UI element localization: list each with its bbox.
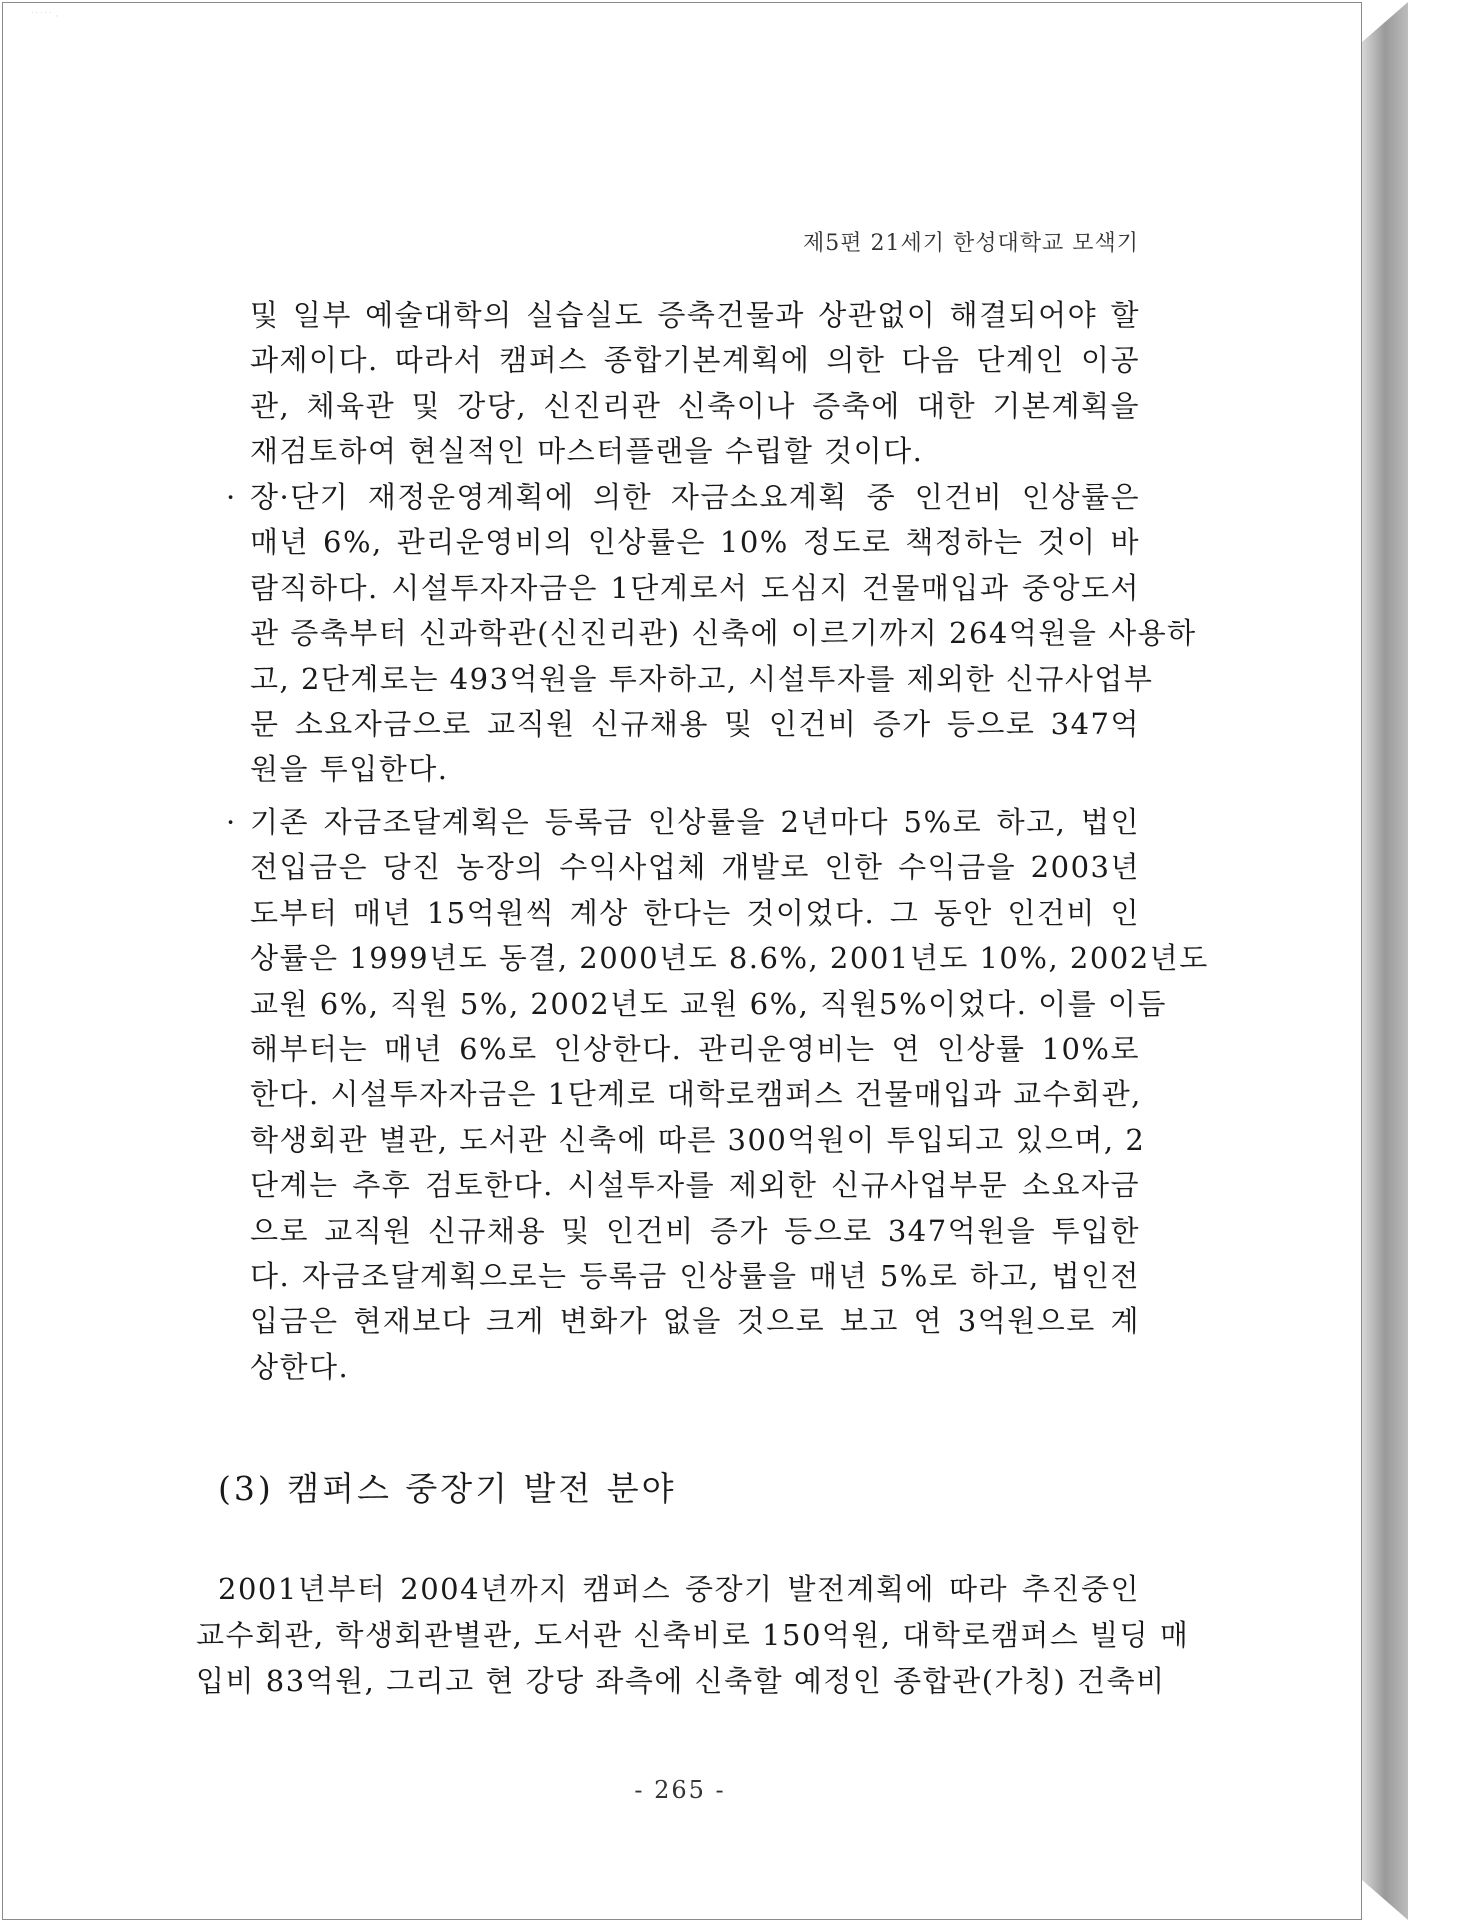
bullet-text: 기존 자금조달계획은 등록금 인상률을 2년마다 5%로 하고, 법인	[250, 805, 1140, 839]
text-line: 단계는 추후 검토한다. 시설투자를 제외한 신규사업부문 소요자금	[250, 1168, 1140, 1203]
text-line: 으로 교직원 신규채용 및 인건비 증가 등으로 347억원을 투입한	[250, 1213, 1140, 1248]
bullet-text: 장·단기 재정운영계획에 의한 자금소요계획 중 인건비 인상률은	[250, 480, 1140, 514]
text-line: 및 일부 예술대학의 실습실도 증축건물과 상관없이 해결되어야 할	[250, 298, 1140, 332]
text-line: 과제이다. 따라서 캠퍼스 종합기본계획에 의한 다음 단계인 이공	[250, 343, 1140, 378]
text-line: 고, 2단계로는 493억원을 투자하고, 시설투자를 제외한 신규사업부	[250, 661, 1154, 696]
closing-paragraph	[196, 1566, 1190, 1704]
text-line: 한다. 시설투자자금은 1단계로 대학로캠퍼스 건물매입과 교수회관,	[250, 1077, 1142, 1112]
text-line: 상률은 1999년도 동결, 2000년도 8.6%, 2001년도 10%, 2002년도	[250, 941, 1209, 976]
page-edge-corner-top	[1362, 2, 1408, 42]
text-line	[226, 475, 1140, 520]
text-line: 학생회관 별관, 도서관 신축에 따른 300억원이 투입되고 있으며, 2	[250, 1122, 1146, 1157]
text-line: 원을 투입한다.	[250, 752, 449, 787]
text-line: 2001년부터 2004년까지 캠퍼스 중장기 발전계획에 따라 추진중인	[218, 1572, 1140, 1606]
bullet-marker: ·	[226, 480, 237, 514]
text-line: 해부터는 매년 6%로 인상한다. 관리운영비는 연 인상률 10%로	[250, 1032, 1140, 1067]
corner-mark: ˙˙˙˙˙ ·	[30, 12, 59, 22]
text-line	[226, 800, 1140, 845]
text-line: 관, 체육관 및 강당, 신진리관 신축이나 증축에 대한 기본계획을	[250, 388, 1140, 423]
bullet-item-funding-plan	[226, 800, 1209, 1390]
section-heading: (3) 캠퍼스 중장기 발전 분야	[218, 1469, 677, 1508]
text-line: 매년 6%, 관리운영비의 인상률은 10% 정도로 책정하는 것이 바	[250, 525, 1140, 560]
page-edge-shadow	[1362, 2, 1408, 1920]
text-line: 도부터 매년 15억원씩 계상 한다는 것이었다. 그 동안 인건비 인	[250, 895, 1140, 930]
running-head: 제5편 21세기 한성대학교 모색기	[803, 231, 1139, 256]
text-line: 재검토하여 현실적인 마스터플랜을 수립할 것이다.	[250, 434, 924, 469]
bullet-marker: ·	[226, 805, 237, 839]
text-line: 교원 6%, 직원 5%, 2002년도 교원 6%, 직원5%이었다. 이를 이듬	[250, 986, 1167, 1021]
page-number: - 265 -	[634, 1776, 726, 1804]
text-line: 입금은 현재보다 크게 변화가 없을 것으로 보고 연 3억원으로 계	[250, 1304, 1140, 1339]
bullet-item-finance-plan	[226, 475, 1197, 793]
text-line: 람직하다. 시설투자자금은 1단계로서 도심지 건물매입과 중앙도서	[250, 570, 1140, 605]
text-line: 전입금은 당진 농장의 수익사업체 개발로 인한 수익금을 2003년	[250, 850, 1140, 885]
text-line: 문 소요자금으로 교직원 신규채용 및 인건비 증가 등으로 347억	[250, 707, 1140, 742]
text-line: 다. 자금조달계획으로는 등록금 인상률을 매년 5%로 하고, 법인전	[250, 1259, 1140, 1294]
page-edge-corner-bottom	[1362, 1880, 1408, 1920]
intro-paragraph	[250, 293, 1140, 475]
text-line: 입비 83억원, 그리고 현 강당 좌측에 신축할 예정인 종합관(가칭) 건축비	[196, 1664, 1166, 1698]
text-line: 관 증축부터 신과학관(신진리관) 신축에 이르기까지 264억원을 사용하	[250, 616, 1197, 651]
text-line: 교수회관, 학생회관별관, 도서관 신축비로 150억원, 대학로캠퍼스 빌딩 매	[196, 1618, 1190, 1652]
text-line: 상한다.	[250, 1349, 350, 1384]
